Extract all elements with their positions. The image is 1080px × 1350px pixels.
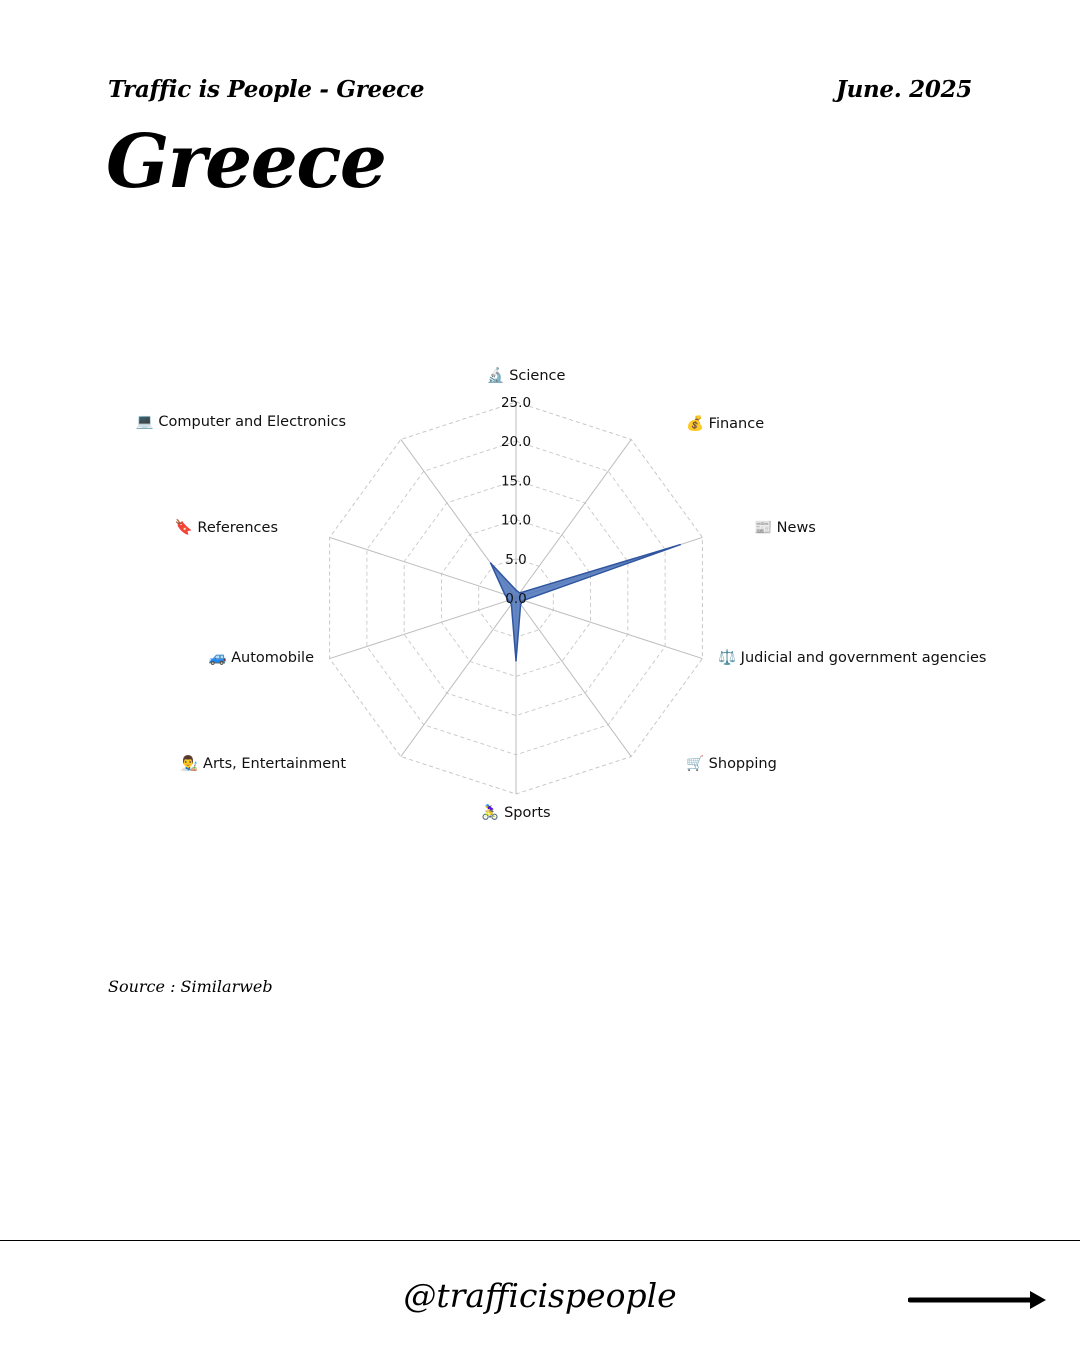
header-title: Traffic is People - Greece [108,76,425,103]
data-point-9 [490,562,492,564]
category-emoji-5: 🚴‍♀️ [481,805,505,821]
category-label-2 [754,520,816,536]
category-label-1 [686,414,764,432]
category-label-8 [175,518,278,536]
category-label-6 [180,754,346,772]
spoke-1 [516,439,631,598]
tick-label-3: 15.0 [500,473,532,490]
category-emoji-4: 🛒 [686,756,709,772]
social-handle: @trafficispeople [403,1276,677,1315]
tick-label-1: 5.0 [505,551,527,568]
source-note: Source : Similarweb [108,977,273,996]
arrow-right-icon[interactable] [908,1288,1048,1312]
tick-label-5: 25.0 [500,395,532,411]
category-label-4 [686,754,777,772]
tick-label-4: 20.0 [500,434,532,451]
spoke-3 [516,598,702,659]
category-text-7: Automobile [231,650,314,666]
category-emoji-1: 💰 [686,416,709,432]
spoke-4 [516,598,631,757]
category-text-4: Shopping [708,756,777,772]
category-label-9 [136,414,346,430]
data-point-5 [515,660,517,662]
category-label-3 [718,648,986,666]
spoke-7 [330,598,516,659]
category-text-2: News [776,520,816,536]
footer-divider [0,1240,1080,1241]
category-text-5: Sports [504,805,551,821]
category-text-0: Science [509,368,566,384]
category-label-0 [487,366,566,384]
spoke-6 [401,598,516,757]
category-text-6: Arts, Entertainment [203,756,346,772]
category-text-8: References [197,520,278,536]
category-text-9: Computer and Electronics [158,414,346,430]
category-emoji-9: 💻 [135,414,159,430]
tick-label-2: 10.0 [500,512,532,529]
category-emoji-7: 🚙 [208,650,232,666]
header-date: June. 2025 [836,76,972,103]
category-text-1: Finance [708,416,765,432]
category-text-3: Judicial and government agencies [740,650,987,666]
category-emoji-0: 🔬 [486,368,510,384]
page-title: Greece [106,119,386,205]
category-label-7 [208,650,314,666]
category-emoji-8: 🔖 [174,520,198,536]
category-emoji-6: 👨‍🎨 [180,756,204,772]
tick-label-0: 0.0 [505,591,527,607]
spoke-8 [330,537,516,598]
category-emoji-3: ⚖️ [718,650,741,666]
category-label-5 [481,803,550,821]
category-emoji-2: 📰 [754,520,777,536]
data-point-2 [679,544,681,546]
